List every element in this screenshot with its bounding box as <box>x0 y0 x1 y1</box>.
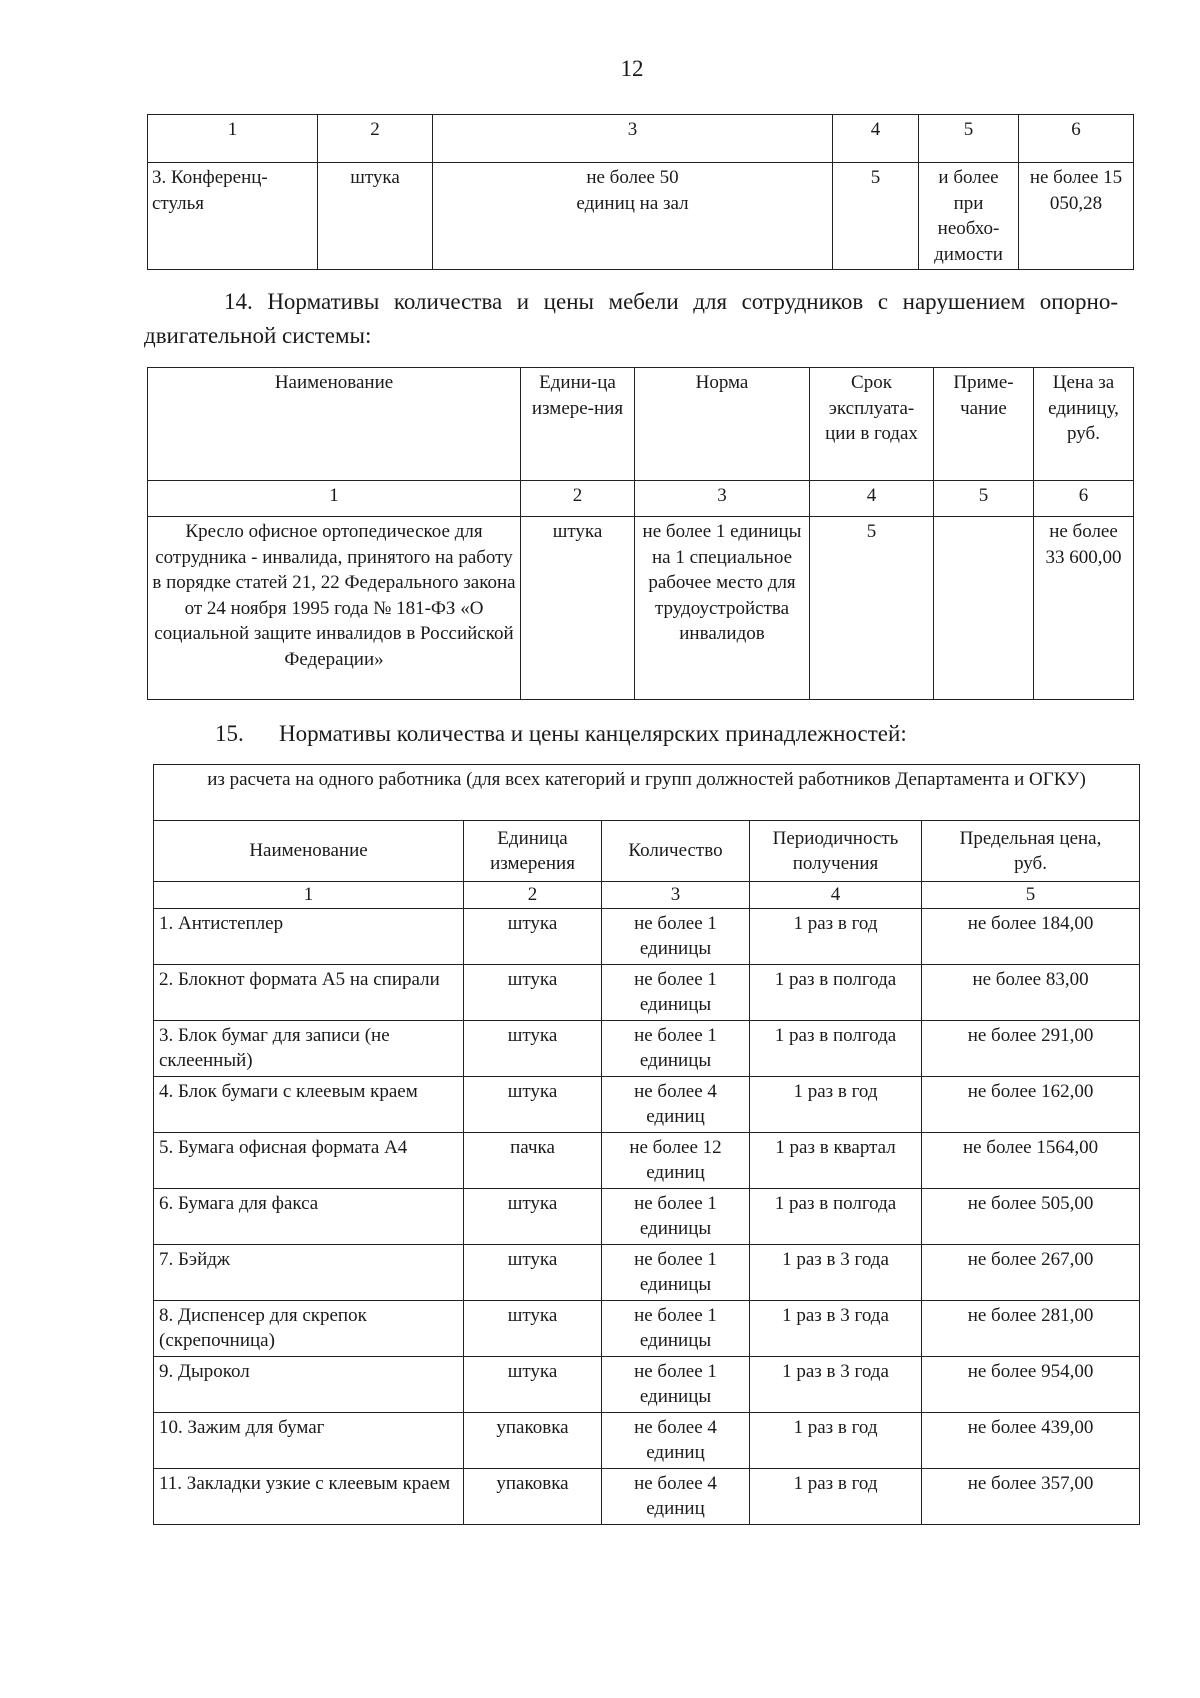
item-quantity: не более 1 единицы <box>602 964 750 1020</box>
col-number: 3 <box>602 882 750 909</box>
item-unit: упаковка <box>464 1412 602 1468</box>
col-number: 2 <box>318 115 433 163</box>
item-quantity: не более 1 единицы <box>602 1356 750 1412</box>
col-number: 6 <box>1034 481 1134 517</box>
column-header: Срок эксплуата-ции в годах <box>810 368 934 481</box>
item-name: 9. Дырокол <box>154 1356 464 1412</box>
item-quantity: не более 1 единицы <box>602 908 750 964</box>
item-price: не более 33 600,00 <box>1034 517 1134 700</box>
column-header: Наименование <box>148 368 521 481</box>
item-quantity: не более 1 единицы <box>602 1188 750 1244</box>
table-caption: из расчета на одного работника (для всех категорий и групп должностей работников Департамента и ОГКУ) <box>154 765 1140 821</box>
table-row <box>148 517 1134 700</box>
table-row <box>154 1188 1140 1244</box>
item-price: не более 184,00 <box>922 908 1140 964</box>
item-price: не более 357,00 <box>922 1468 1140 1524</box>
item-quantity: не более 1 единицы <box>602 1020 750 1076</box>
col-number: 4 <box>810 481 934 517</box>
table-row <box>154 908 1140 964</box>
section-15-heading <box>215 717 1115 751</box>
table-row <box>154 1244 1140 1300</box>
col-number: 4 <box>833 115 919 163</box>
column-header: Количество <box>602 821 750 882</box>
item-name: 8. Диспенсер для скрепок (скрепочница) <box>154 1300 464 1356</box>
item-period: 1 раз в год <box>750 1468 922 1524</box>
item-unit: упаковка <box>464 1468 602 1524</box>
item-price: не более 15 050,28 <box>1019 163 1134 270</box>
item-unit: штука <box>464 1188 602 1244</box>
item-period: 1 раз в 3 года <box>750 1300 922 1356</box>
column-header: Цена за единицу, руб. <box>1034 368 1134 481</box>
item-name: 1. Антистеплер <box>154 908 464 964</box>
item-price: не более 439,00 <box>922 1412 1140 1468</box>
item-unit: штука <box>464 1020 602 1076</box>
item-price: не более 267,00 <box>922 1244 1140 1300</box>
item-period: 1 раз в 3 года <box>750 1244 922 1300</box>
item-quantity: не более 4 единиц <box>602 1468 750 1524</box>
table-row <box>154 1076 1140 1132</box>
table-row <box>154 1468 1140 1524</box>
item-price: не более 162,00 <box>922 1076 1140 1132</box>
col-number: 1 <box>148 481 521 517</box>
item-name: Кресло офисное ортопедическое для сотрудника - инвалида, принятого на работу в порядке статей 21, 22 Федерального закона от 24 ноября 1995 года № 181-ФЗ «О социальной защите инвалидов в Российской Федерации» <box>148 517 521 700</box>
table-row <box>154 1412 1140 1468</box>
item-price: не более 954,00 <box>922 1356 1140 1412</box>
column-header: Предельная цена, руб. <box>922 821 1140 882</box>
page-number: 12 <box>620 56 644 81</box>
item-price: не более 83,00 <box>922 964 1140 1020</box>
table-header-row <box>154 821 1140 882</box>
column-header: Едини-ца измере-ния <box>521 368 635 481</box>
col-number: 5 <box>934 481 1034 517</box>
table-row <box>154 1132 1140 1188</box>
item-unit: штука <box>318 163 433 270</box>
item-name: 10. Зажим для бумаг <box>154 1412 464 1468</box>
item-unit: пачка <box>464 1132 602 1188</box>
column-number-row <box>148 115 1134 163</box>
item-price: не более 291,00 <box>922 1020 1140 1076</box>
item-quantity: не более 12 единиц <box>602 1132 750 1188</box>
col-number: 6 <box>1019 115 1134 163</box>
column-number-row <box>154 882 1140 909</box>
column-header: Наименование <box>154 821 464 882</box>
table-row <box>148 163 1134 270</box>
item-name: 7. Бэйдж <box>154 1244 464 1300</box>
item-price: не более 281,00 <box>922 1300 1140 1356</box>
item-unit: штука <box>521 517 635 700</box>
item-norm: не более 50 единиц на зал <box>433 163 833 270</box>
orthopedic-furniture-table <box>147 367 1134 700</box>
item-quantity: не более 4 единиц <box>602 1412 750 1468</box>
col-number: 1 <box>154 882 464 909</box>
col-number: 5 <box>922 882 1140 909</box>
furniture-table-continuation <box>147 114 1134 270</box>
item-period: 1 раз в полгода <box>750 1020 922 1076</box>
item-period: 1 раз в год <box>750 1076 922 1132</box>
col-number: 4 <box>750 882 922 909</box>
item-note: и более при необхо-димости <box>919 163 1019 270</box>
col-number: 3 <box>433 115 833 163</box>
column-header: Единица измерения <box>464 821 602 882</box>
item-term: 5 <box>810 517 934 700</box>
column-header: Приме-чание <box>934 368 1034 481</box>
stationery-table <box>153 764 1140 1525</box>
table-header-row <box>148 368 1134 481</box>
item-price: не более 505,00 <box>922 1188 1140 1244</box>
item-period: 1 раз в квартал <box>750 1132 922 1188</box>
item-note <box>934 517 1034 700</box>
item-name: 3. Конференц-стулья <box>148 163 318 270</box>
item-price: не более 1564,00 <box>922 1132 1140 1188</box>
table-row <box>154 1300 1140 1356</box>
column-number-row <box>148 481 1134 517</box>
table-row <box>154 1020 1140 1076</box>
item-term: 5 <box>833 163 919 270</box>
section-15-number: 15. <box>215 721 244 746</box>
table-row <box>154 964 1140 1020</box>
item-period: 1 раз в полгода <box>750 964 922 1020</box>
item-unit: штука <box>464 1244 602 1300</box>
item-name: 5. Бумага офисная формата А4 <box>154 1132 464 1188</box>
item-name: 4. Блок бумаги с клеевым краем <box>154 1076 464 1132</box>
item-unit: штука <box>464 1076 602 1132</box>
col-number: 2 <box>521 481 635 517</box>
table-row <box>154 1356 1140 1412</box>
item-period: 1 раз в год <box>750 908 922 964</box>
item-unit: штука <box>464 1356 602 1412</box>
item-period: 1 раз в год <box>750 1412 922 1468</box>
column-header: Периодичность получения <box>750 821 922 882</box>
col-number: 3 <box>635 481 810 517</box>
section-14-title: 14. Нормативы количества и цены мебели для сотрудников с нарушением опорно-двигательной системы: <box>144 289 1118 348</box>
item-name: 11. Закладки узкие с клеевым краем <box>154 1468 464 1524</box>
item-unit: штука <box>464 1300 602 1356</box>
section-15-title: Нормативы количества и цены канцелярских принадлежностей: <box>279 721 907 746</box>
item-period: 1 раз в полгода <box>750 1188 922 1244</box>
item-unit: штука <box>464 964 602 1020</box>
item-quantity: не более 4 единиц <box>602 1076 750 1132</box>
item-name: 2. Блокнот формата А5 на спирали <box>154 964 464 1020</box>
col-number: 1 <box>148 115 318 163</box>
item-name: 6. Бумага для факса <box>154 1188 464 1244</box>
item-unit: штука <box>464 908 602 964</box>
item-quantity: не более 1 единицы <box>602 1300 750 1356</box>
column-header: Норма <box>635 368 810 481</box>
col-number: 2 <box>464 882 602 909</box>
item-quantity: не более 1 единицы <box>602 1244 750 1300</box>
col-number: 5 <box>919 115 1019 163</box>
table-caption-row <box>154 765 1140 821</box>
section-14-heading <box>144 285 1118 353</box>
item-period: 1 раз в 3 года <box>750 1356 922 1412</box>
item-name: 3. Блок бумаг для записи (не склеенный) <box>154 1020 464 1076</box>
item-norm: не более 1 единицы на 1 специальное рабочее место для трудоустройства инвалидов <box>635 517 810 700</box>
